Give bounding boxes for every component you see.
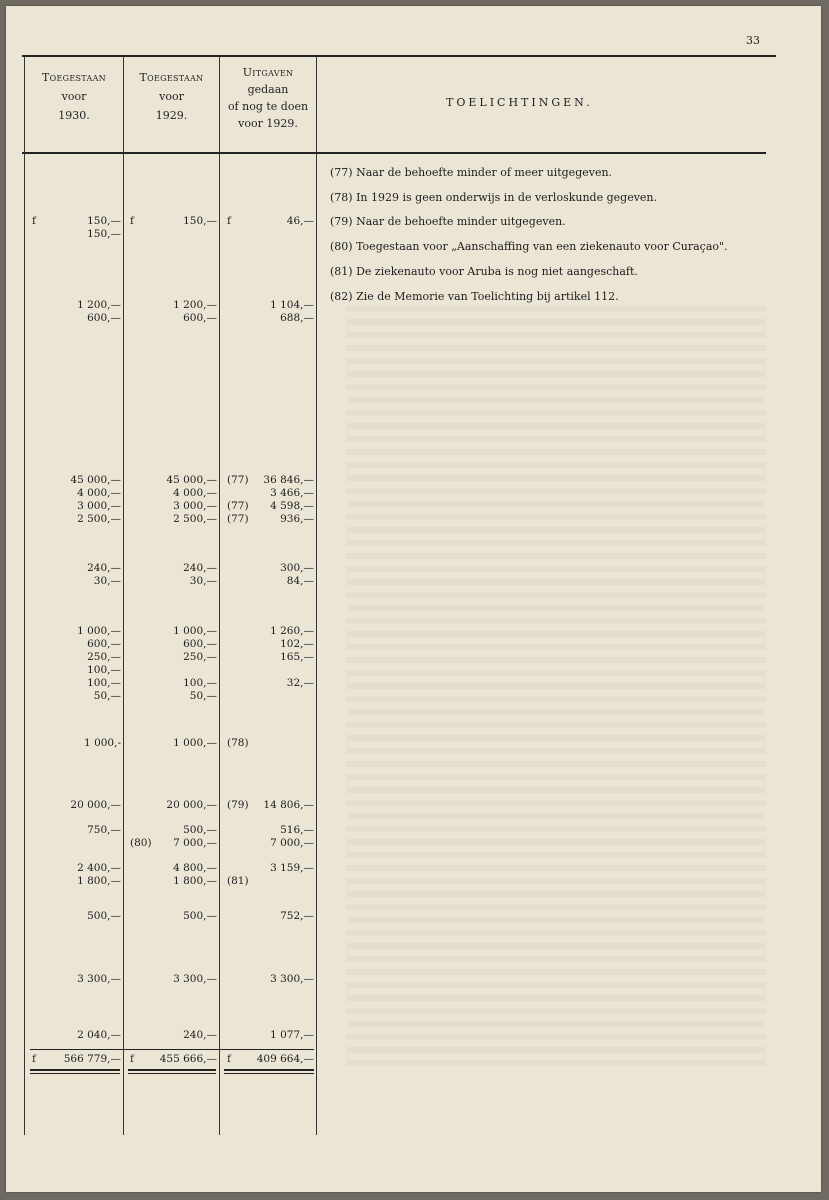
amount-1929: 500,— — [183, 910, 217, 922]
amount-1929: 150,— — [183, 215, 217, 227]
amount-1929: 600,— — [183, 638, 217, 650]
note-78: (78) In 1929 is geen onderwijs in de verloskunde gegeven. — [330, 191, 658, 204]
amount-1929: 30,— — [189, 575, 217, 587]
amount-1929: 600,— — [183, 312, 217, 324]
currency-symbol: f — [32, 1053, 36, 1065]
header-line: voor 1929. — [238, 117, 298, 130]
header-line: Toegestaan — [42, 71, 106, 84]
amount-1929: 50,— — [189, 690, 217, 702]
amount-1930: 50,— — [93, 690, 121, 702]
amount-1929: 3 000,— — [173, 500, 217, 512]
total-double-rule-1 — [30, 1069, 120, 1071]
currency-symbol: f — [227, 215, 231, 227]
currency-symbol: f — [227, 1053, 231, 1065]
header-toelichtingen: TOELICHTINGEN. — [446, 96, 593, 109]
uitgaven-1929: 1 077,— — [270, 1029, 314, 1041]
note-79: (79) Naar de behoefte minder uitgegeven. — [330, 215, 566, 228]
uitgaven-1929: 102,— — [280, 638, 314, 650]
uitgaven-1929: 14 806,— — [263, 799, 314, 811]
amount-1930: 3 300,— — [77, 973, 121, 985]
subtotal-rule — [30, 1049, 314, 1050]
header-line: voor — [159, 90, 184, 103]
uitgaven-1929: 36 846,— — [263, 474, 314, 486]
amount-1929: 240,— — [183, 562, 217, 574]
uitgaven-1929: 516,— — [280, 824, 314, 836]
total-double-rule-3 — [224, 1069, 314, 1071]
header-line: of nog te doen — [227, 100, 309, 113]
header-bottom-rule — [22, 152, 766, 154]
currency-symbol: f — [130, 215, 134, 227]
amount-1930: 250,— — [87, 651, 121, 663]
amount-1929: 20 000,— — [166, 799, 217, 811]
amount-1929: 4 800,— — [173, 862, 217, 874]
amount-1929: 1 200,— — [173, 299, 217, 311]
note-81: (81) De ziekenauto voor Aruba is nog niet aangeschaft. — [330, 265, 638, 278]
page-number: 33 — [746, 34, 760, 47]
currency-symbol: f — [130, 1053, 134, 1065]
uitgaven-1929: 84,— — [286, 575, 314, 587]
total-double-rule-2b — [128, 1073, 216, 1074]
amount-1929: 240,— — [183, 1029, 217, 1041]
header-line: Toegestaan — [139, 71, 204, 84]
amount-1930: 1 800,— — [77, 875, 121, 887]
uitgaven-1929: 7 000,— — [270, 837, 314, 849]
total-uitgaven-1929: 409 664,— — [256, 1053, 314, 1065]
uitgaven-1929: 3 466,— — [270, 487, 314, 499]
uitgaven-1929: 32,— — [286, 677, 314, 689]
uitgaven-1929: 3 300,— — [270, 973, 314, 985]
amount-1930: 100,— — [87, 664, 121, 676]
amount-1930: 150,— — [87, 215, 121, 227]
uitgaven-1929: 752,— — [280, 910, 314, 922]
amount-1930: 100,— — [87, 677, 121, 689]
amount-1929: 1 000,— — [173, 737, 217, 749]
header-line: Uitgaven — [242, 66, 294, 79]
header-line: 1930. — [58, 109, 90, 122]
uitgaven-1929: 300,— — [280, 562, 314, 574]
total-1930: 566 779,— — [63, 1053, 121, 1065]
amount-1930: 1 000,- — [84, 737, 121, 749]
amount-1929: 2 500,— — [173, 513, 217, 525]
amount-1930: 4 000,— — [77, 487, 121, 499]
uitgaven-1929: 165,— — [280, 651, 314, 663]
amount-1929: 7 000,— — [173, 837, 217, 849]
uitgaven-1929: 1 104,— — [270, 299, 314, 311]
amount-1930: 2 500,— — [77, 513, 121, 525]
column-divider-left — [24, 57, 25, 1135]
amount-1930: 600,— — [87, 312, 121, 324]
amount-1930: 150,— — [87, 228, 121, 240]
amount-1930: 20 000,— — [70, 799, 121, 811]
uitgaven-1929: 4 598,— — [270, 500, 314, 512]
header-line: 1929. — [155, 109, 188, 122]
amount-1929: 1 800,— — [173, 875, 217, 887]
total-double-rule-1b — [30, 1073, 120, 1074]
amount-1930: 3 000,— — [77, 500, 121, 512]
header-toegestaan-1930 — [25, 68, 123, 125]
note-ref-1929: (80) — [130, 837, 152, 849]
amount-1930: 30,— — [93, 575, 121, 587]
amount-1930: 1 000,— — [77, 625, 121, 637]
total-double-rule-2 — [128, 1069, 216, 1071]
amount-1930: 45 000,— — [70, 474, 121, 486]
currency-symbol: f — [32, 215, 36, 227]
amount-1930: 240,— — [87, 562, 121, 574]
uitgaven-1929: 3 159,— — [270, 862, 314, 874]
note-82: (82) Zie de Memorie van Toelichting bij artikel 112. — [330, 290, 619, 303]
amount-1929: 4 000,— — [173, 487, 217, 499]
amount-1929: 100,— — [183, 677, 217, 689]
note-ref-uitgaven: (78) — [227, 737, 249, 749]
top-rule — [22, 55, 776, 57]
note-ref-uitgaven: (77) — [227, 500, 249, 512]
amount-1930: 2 400,— — [77, 862, 121, 874]
header-uitgaven-1929 — [220, 64, 316, 132]
bleed-through-texture — [346, 306, 766, 1066]
amount-1930: 600,— — [87, 638, 121, 650]
amount-1930: 1 200,— — [77, 299, 121, 311]
header-line: voor — [61, 90, 87, 103]
note-ref-uitgaven: (81) — [227, 875, 249, 887]
uitgaven-1929: 46,— — [286, 215, 314, 227]
amount-1929: 3 300,— — [173, 973, 217, 985]
amount-1929: 500,— — [183, 824, 217, 836]
uitgaven-1929: 1 260,— — [270, 625, 314, 637]
document-page — [6, 6, 821, 1192]
total-double-rule-3b — [224, 1073, 314, 1074]
note-ref-uitgaven: (77) — [227, 513, 249, 525]
column-divider-3 — [316, 57, 317, 1135]
header-line: gedaan — [247, 83, 289, 96]
header-toegestaan-1929 — [124, 68, 219, 125]
amount-1930: 500,— — [87, 910, 121, 922]
note-80: (80) Toegestaan voor „Aanschaffing van een ziekenauto voor Curaçao". — [330, 240, 728, 253]
note-ref-uitgaven: (79) — [227, 799, 249, 811]
amount-1929: 45 000,— — [166, 474, 217, 486]
amount-1930: 2 040,— — [77, 1029, 121, 1041]
amount-1930: 750,— — [87, 824, 121, 836]
amount-1929: 1 000,— — [173, 625, 217, 637]
uitgaven-1929: 688,— — [280, 312, 314, 324]
amount-1929: 250,— — [183, 651, 217, 663]
note-ref-uitgaven: (77) — [227, 474, 249, 486]
note-77: (77) Naar de behoefte minder of meer uitgegeven. — [330, 166, 613, 179]
uitgaven-1929: 936,— — [280, 513, 314, 525]
total-1929: 455 666,— — [159, 1053, 217, 1065]
